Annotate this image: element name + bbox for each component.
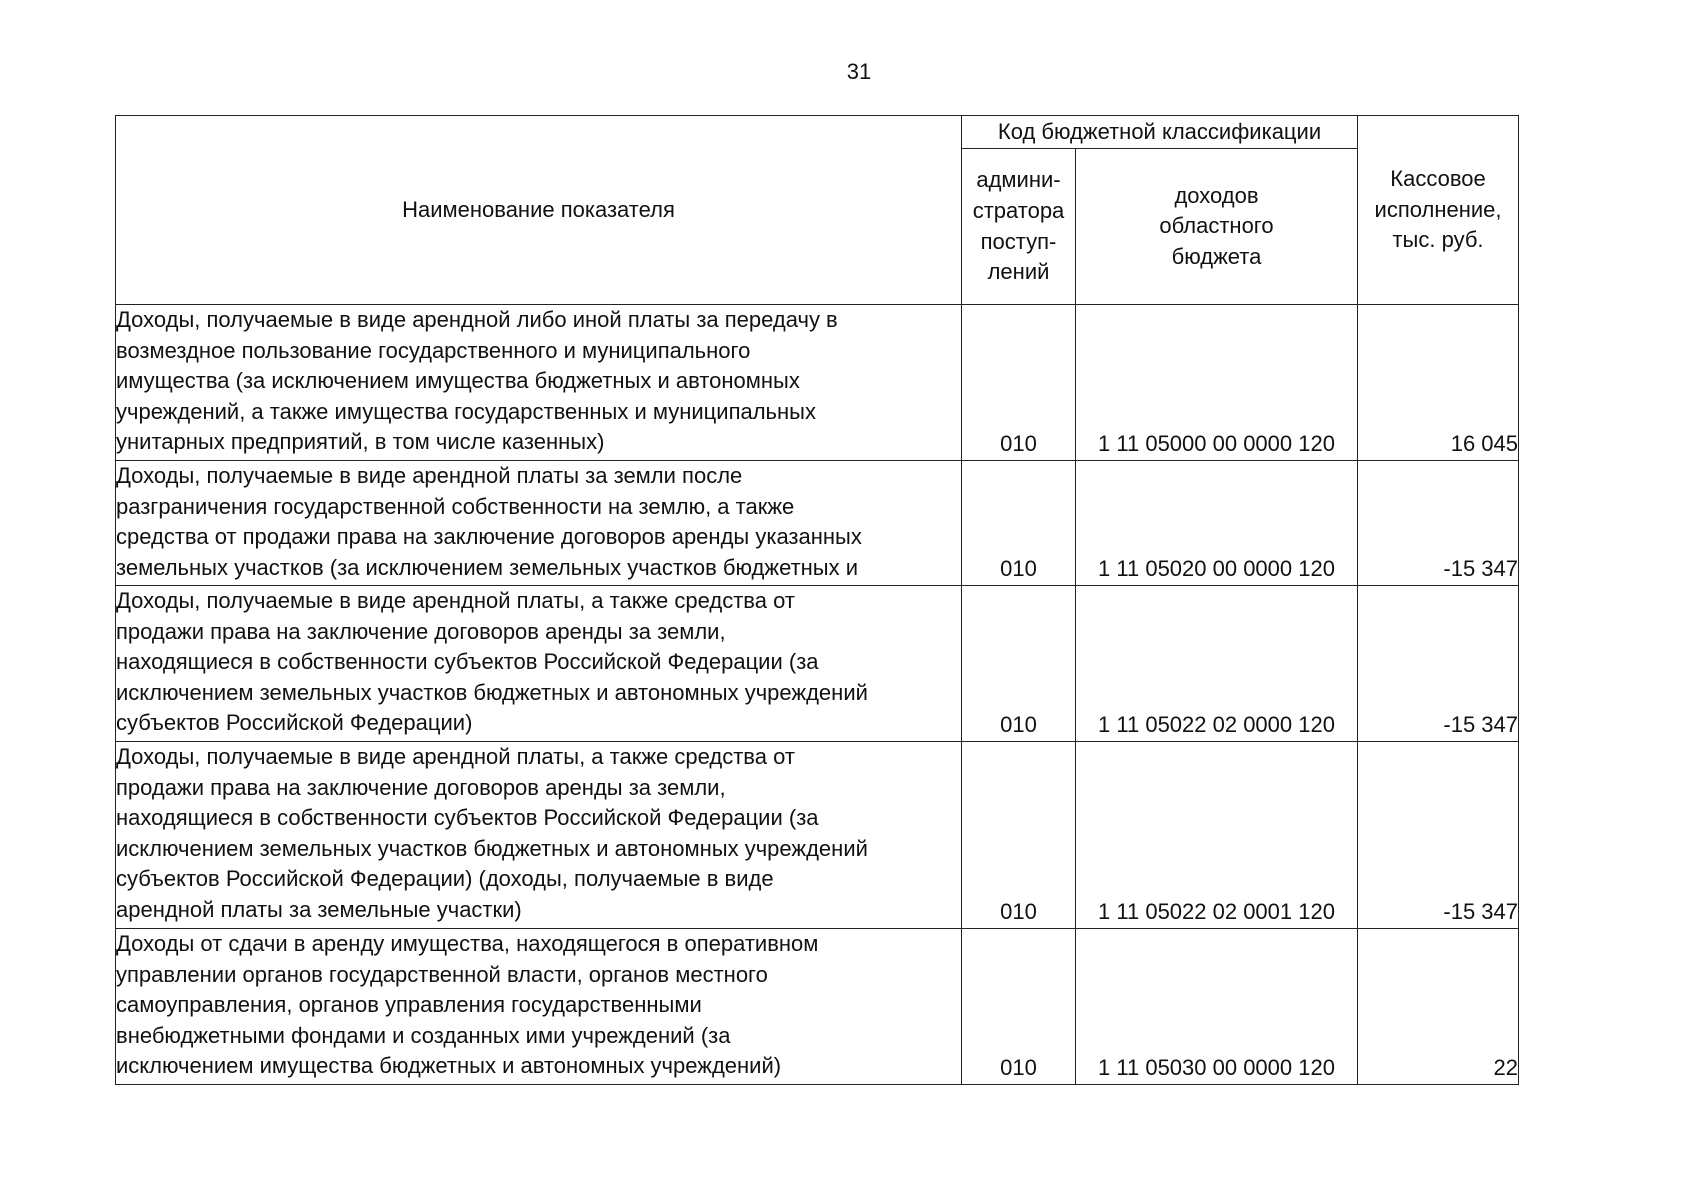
column-header-revenue-administrator: админи- стратора поступ- лений bbox=[962, 149, 1076, 305]
indicator-name-cell: Доходы, получаемые в виде арендной платы, а также средства от продажи права на заключение договоров аренды за земли, находящиеся в собственности субъектов Российской Федерации (за исключением земельных участков бюджетных и автономных учреждений субъектов Российской Федерации) bbox=[116, 586, 962, 742]
indicator-name-cell: Доходы, получаемые в виде арендной либо иной платы за передачу в возмездное пользование государственного и муниципального имущества (за исключением имущества бюджетных и автономных учреждений, а также имущества государственных и муниципальных унитарных предприятий, в том числе казенных) bbox=[116, 305, 962, 461]
administrator-code-cell: 010 bbox=[962, 461, 1076, 586]
amount-cell: -15 347 bbox=[1358, 586, 1519, 742]
budget-code-cell: 1 11 05022 02 0001 120 bbox=[1076, 742, 1358, 929]
amount-cell: 16 045 bbox=[1358, 305, 1519, 461]
header-row-top bbox=[116, 116, 1519, 149]
administrator-code-cell: 010 bbox=[962, 929, 1076, 1085]
page-number: 31 bbox=[846, 59, 872, 84]
administrator-code-cell: 010 bbox=[962, 742, 1076, 929]
column-header-indicator-name: Наименование показателя bbox=[116, 116, 962, 305]
amount-cell: 22 bbox=[1358, 929, 1519, 1085]
table-row bbox=[116, 586, 1519, 742]
table-row bbox=[116, 742, 1519, 929]
budget-code-cell: 1 11 05030 00 0000 120 bbox=[1076, 929, 1358, 1085]
budget-code-cell: 1 11 05022 02 0000 120 bbox=[1076, 586, 1358, 742]
amount-cell: -15 347 bbox=[1358, 742, 1519, 929]
administrator-code-cell: 010 bbox=[962, 305, 1076, 461]
budget-code-cell: 1 11 05020 00 0000 120 bbox=[1076, 461, 1358, 586]
column-header-cash-execution: Кассовое исполнение, тыс. руб. bbox=[1358, 116, 1519, 305]
table-row bbox=[116, 929, 1519, 1085]
amount-cell: -15 347 bbox=[1358, 461, 1519, 586]
column-header-regional-budget-income: доходов областного бюджета bbox=[1076, 149, 1358, 305]
indicator-name-cell: Доходы, получаемые в виде арендной платы за земли после разграничения государственной собственности на землю, а также средства от продажи права на заключение договоров аренды указанных земельных участков (за исключением земельных участков бюджетных и bbox=[116, 461, 962, 586]
column-header-budget-classification-code: Код бюджетной классификации bbox=[962, 116, 1358, 149]
budget-code-cell: 1 11 05000 00 0000 120 bbox=[1076, 305, 1358, 461]
indicator-name-cell: Доходы от сдачи в аренду имущества, находящегося в оперативном управлении органов государственной власти, органов местного самоуправления, органов управления государственными внебюджетными фондами и созданных ими учреждений (за исключением имущества бюджетных и автономных учреждений) bbox=[116, 929, 962, 1085]
table-row bbox=[116, 305, 1519, 461]
indicator-name-cell: Доходы, получаемые в виде арендной платы, а также средства от продажи права на заключение договоров аренды за земли, находящиеся в собственности субъектов Российской Федерации (за исключением земельных участков бюджетных и автономных учреждений субъектов Российской Федерации) (доходы, получаемые в виде арендной платы за земельные участки) bbox=[116, 742, 962, 929]
administrator-code-cell: 010 bbox=[962, 586, 1076, 742]
table-row bbox=[116, 461, 1519, 586]
budget-revenue-table bbox=[115, 115, 1519, 1085]
